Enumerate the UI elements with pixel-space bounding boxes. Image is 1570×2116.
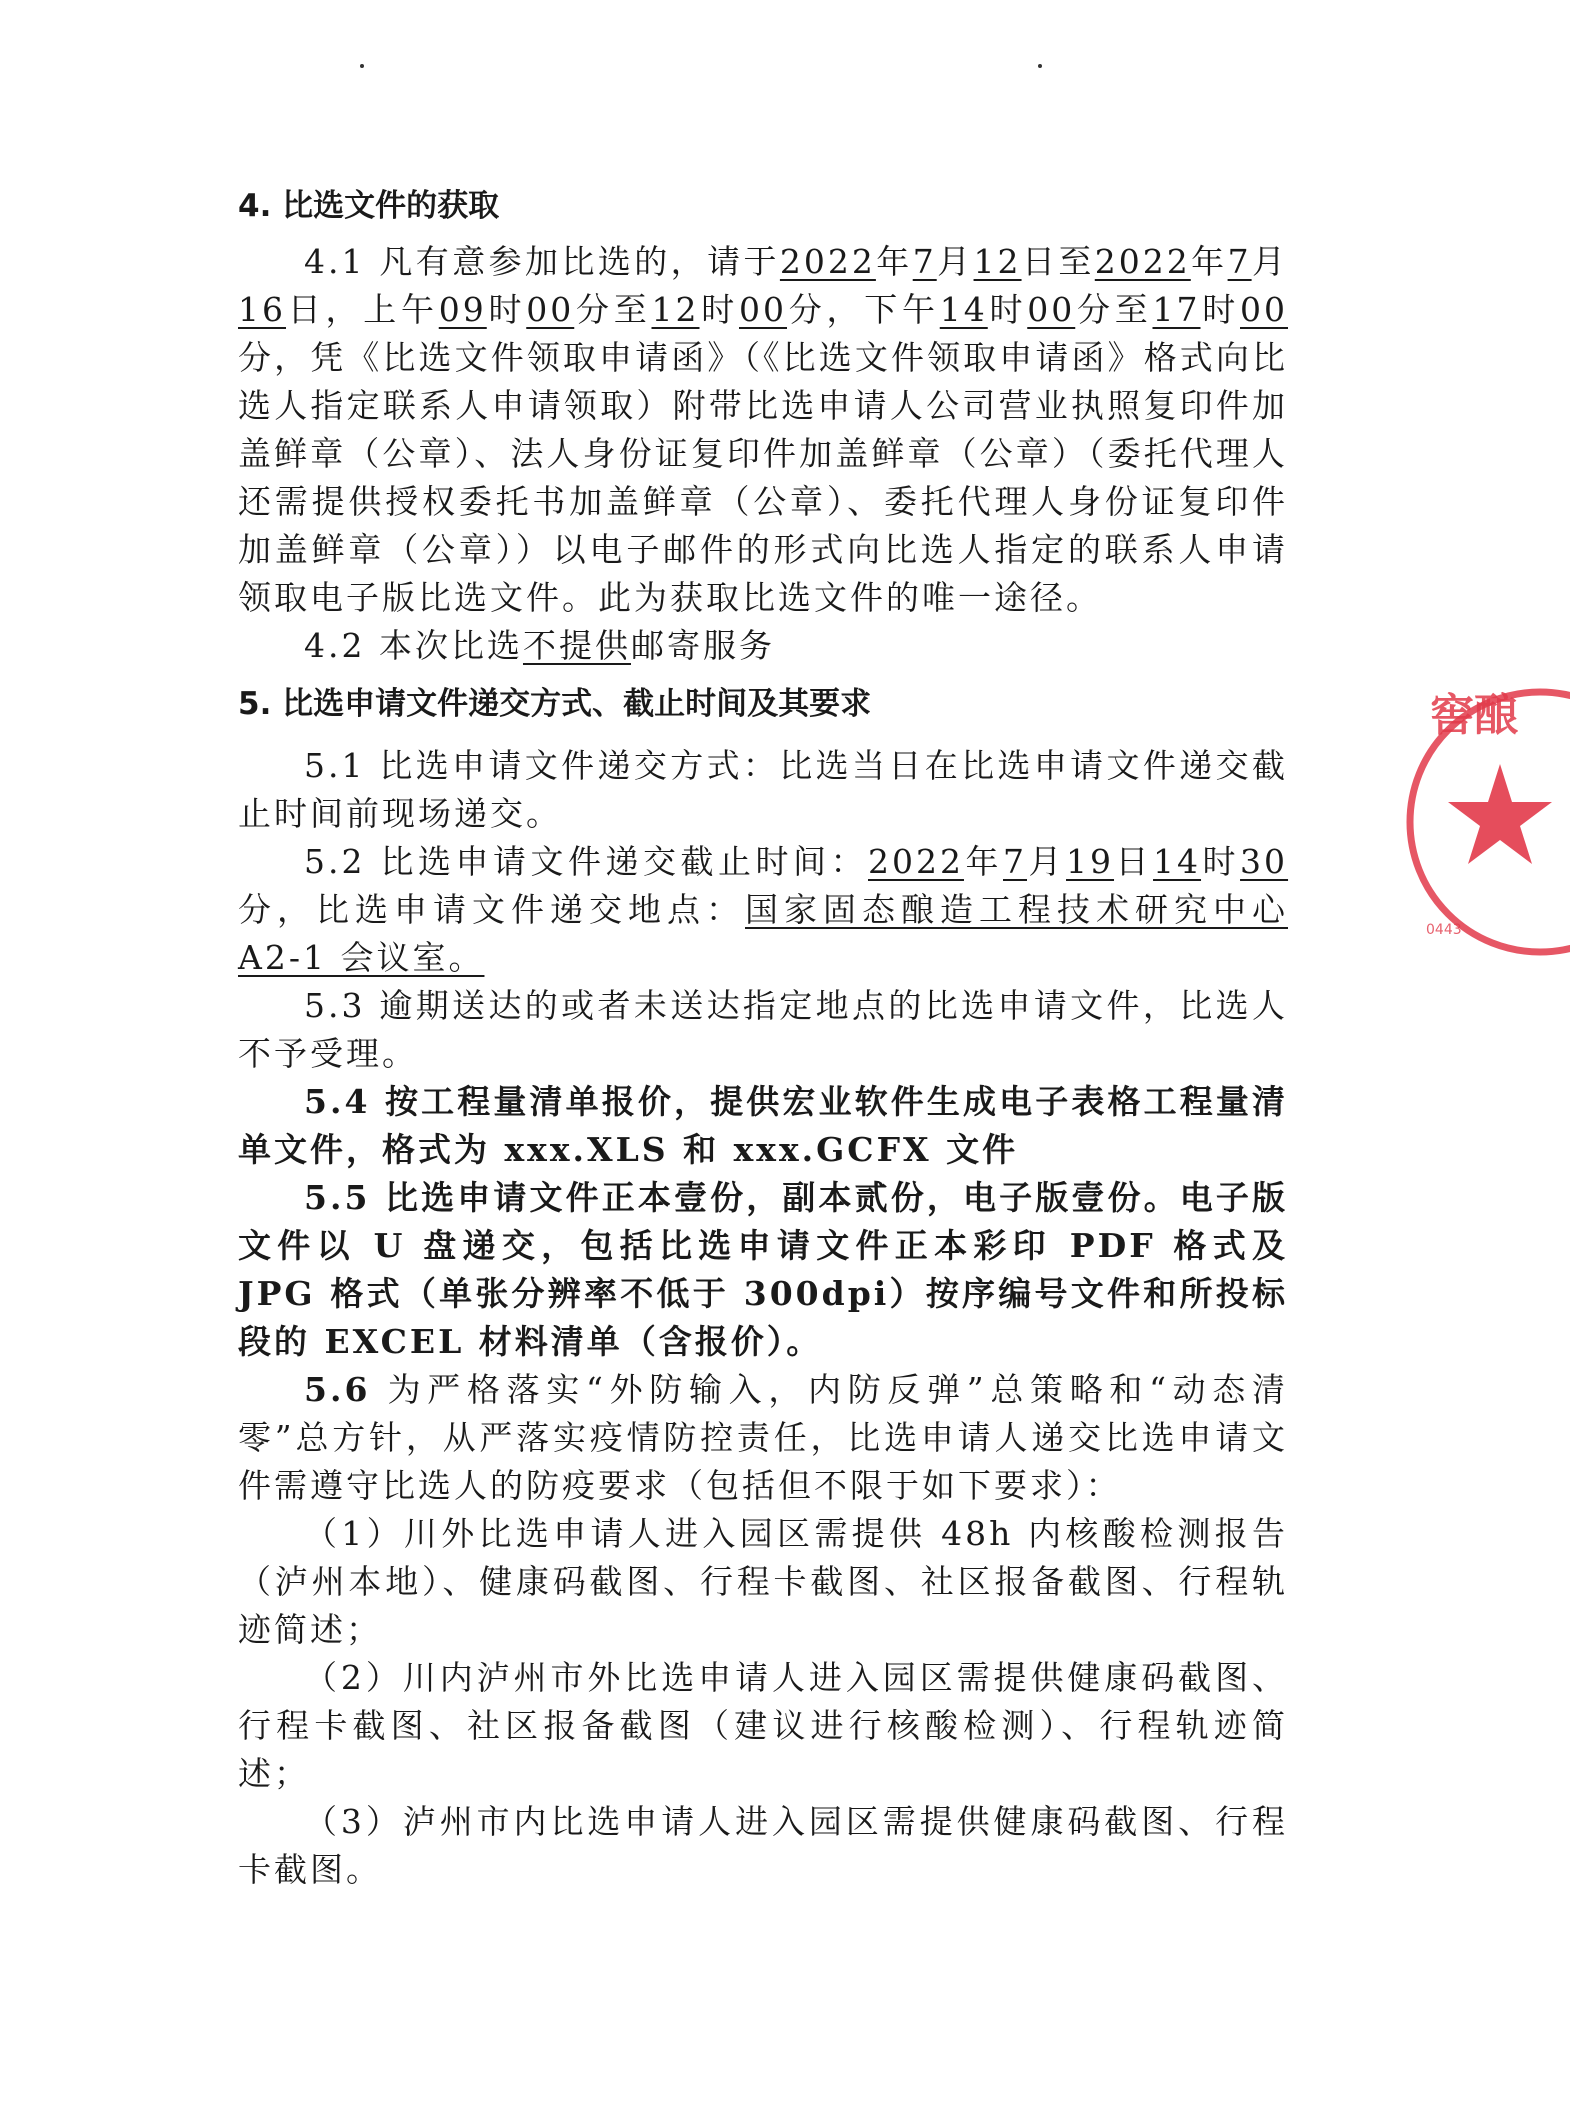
paragraph-5-1: 5.1 比选申请文件递交方式：比选当日在比选申请文件递交截止时间前现场递交。	[238, 746, 1288, 833]
scan-dot	[360, 64, 364, 68]
section-4-title: 4. 比选文件的获取	[238, 188, 500, 224]
document-body	[238, 180, 1288, 1894]
section-5-title: 5. 比选申请文件递交方式、截止时间及其要求	[238, 686, 872, 722]
seal-code: 0443	[1426, 922, 1462, 938]
paragraph-5-2: 5.2 比选申请文件递交截止时间：2022年7月19日14时30分，比选申请文件递交地点：国家固态酿造工程技术研究中心 A2-1 会议室。	[238, 842, 1289, 977]
paragraph-5-5: 5.5 比选申请文件正本壹份，副本贰份，电子版壹份。电子版文件以 U 盘递交，包括比选申请文件正本彩印 PDF 格式及 JPG 格式（单张分辨率不低于 300dpi）按序编号文件和所投标段的 EXCEL 材料清单（含报价）。	[238, 1178, 1288, 1361]
seal-text: 窖酿	[1430, 690, 1518, 741]
list-item-5-6-2: （2）川内泸州市外比选申请人进入园区需提供健康码截图、行程卡截图、社区报备截图（建议进行核酸检测）、行程轨迹简述；	[238, 1658, 1288, 1793]
list-item-5-6-3: （3）泸州市内比选申请人进入园区需提供健康码截图、行程卡截图。	[238, 1802, 1288, 1889]
paragraph-4-1: 4.1 凡有意参加比选的，请于2022年7月12日至2022年7月16日，上午09时00分至12时00分，下午14时00分至17时00分，凭《比选文件领取申请函》（《比选文件领取申请函》格式向比选人指定联系人申请领取）附带比选申请人公司营业执照复印件加盖鲜章（公章）、法人身份证复印件加盖鲜章（公章）（委托代理人还需提供授权委托书加盖鲜章（公章）、委托代理人身份证复印件加盖鲜章（公章））以电子邮件的形式向比选人指定的联系人申请领取电子版比选文件。此为获取比选文件的唯一途径。	[238, 242, 1289, 617]
scan-dot	[1038, 64, 1042, 68]
paragraph-5-3: 5.3 逾期送达的或者未送达指定地点的比选申请文件，比选人不予受理。	[238, 986, 1288, 1073]
company-seal-stamp	[1340, 672, 1570, 972]
paragraph-5-6: 5.6 为严格落实“外防输入，内防反弹”总策略和“动态清零”总方针，从严落实疫情防控责任，比选申请人递交比选申请文件需遵守比选人的防疫要求（包括但不限于如下要求）：	[238, 1370, 1288, 1505]
paragraph-5-4: 5.4 按工程量清单报价，提供宏业软件生成电子表格工程量清单文件，格式为 xxx.XLS 和 xxx.GCFX 文件	[238, 1082, 1288, 1169]
list-item-5-6-1: （1）川外比选申请人进入园区需提供 48h 内核酸检测报告（泸州本地）、健康码截图、行程卡截图、社区报备截图、行程轨迹简述；	[238, 1514, 1288, 1649]
seal-star-icon	[1448, 764, 1552, 864]
paragraph-4-2: 4.2 本次比选不提供邮寄服务	[304, 626, 775, 665]
